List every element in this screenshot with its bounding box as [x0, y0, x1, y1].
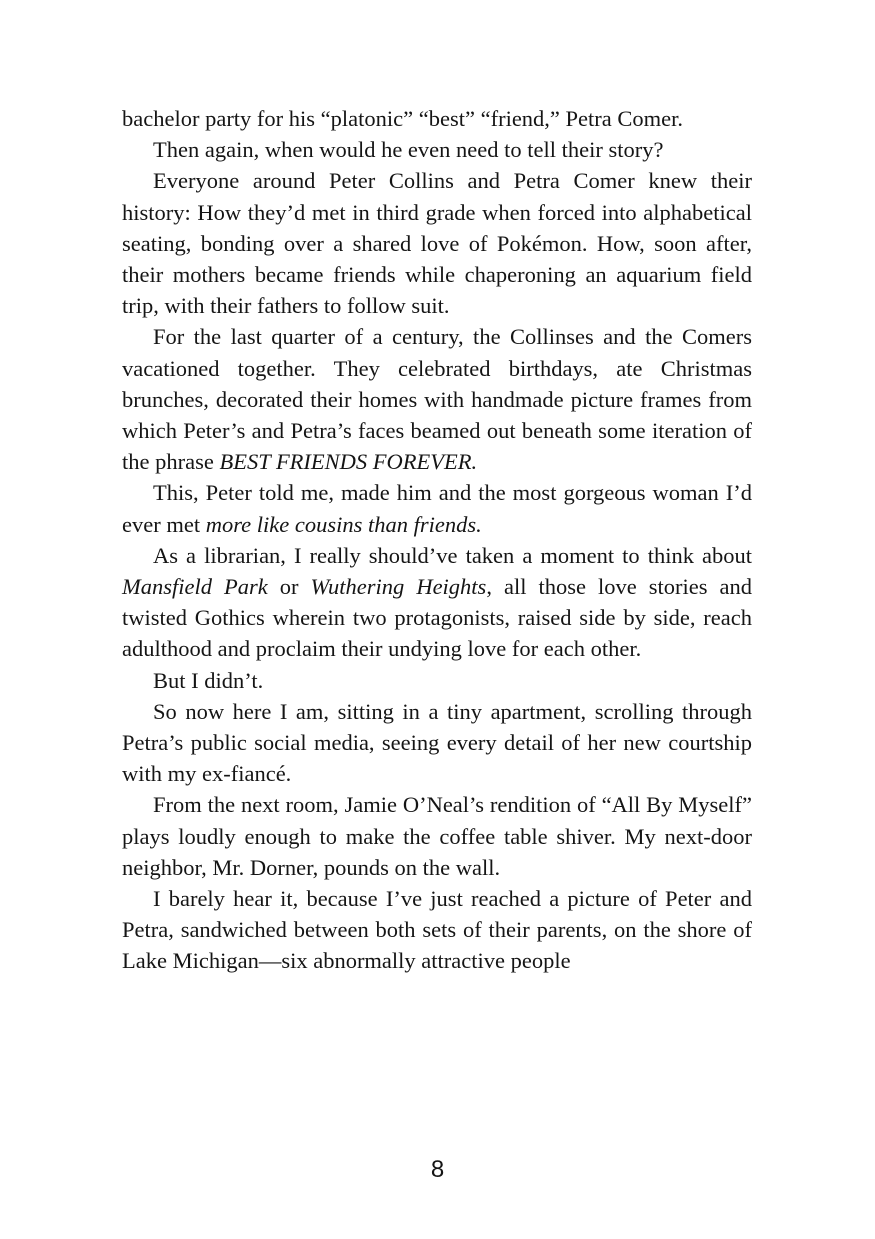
paragraph: [122, 789, 752, 883]
text-run: From the next room, Jamie O’Neal’s rendition of “All By Myself” plays loudly enough to make the coffee table shiver. My next-door neighbor, Mr. Dorner, pounds on the wall.: [122, 792, 752, 880]
text-run: So now here I am, sitting in a tiny apartment, scrolling through Petra’s public social media, seeing every detail of her new courtship with my ex-fiancé.: [122, 698, 752, 787]
text-run: For the last quarter of a century, the Collinses and the Comers vacationed together. They celebrated birthdays, ate Christmas brunches, decorated their homes with handmade picture frames from which Peter’s and Petra’s faces beamed out beneath some iteration of the phrase: [122, 324, 752, 475]
page-text: [122, 103, 752, 977]
paragraph: [122, 103, 752, 134]
text-run: But I didn’t.: [153, 667, 264, 693]
page-number: 8: [430, 1156, 445, 1183]
text-run: Then again, when would he even need to tell their story?: [153, 137, 664, 163]
italic-text-run: more like cousins than friends.: [205, 511, 482, 537]
text-run: , all those love stories and twisted Gothics wherein two protagonists, raised side by side, reach adulthood and proclaim their undying love for each other.: [122, 574, 752, 662]
italic-text-run: Wuthering Heights: [310, 574, 487, 600]
text-run: bachelor party for his “platonic” “best” “friend,” Petra Comer.: [122, 106, 684, 131]
text-run: or: [267, 574, 311, 600]
paragraph: [122, 883, 752, 977]
text-run: As a librarian, I really should’ve taken a moment to think about: [153, 542, 752, 568]
paragraph: [122, 165, 752, 321]
text-run: Everyone around Peter Collins and Petra Comer knew their history: How they’d met in third grade when forced into alphabetical seating, bonding over a shared love of Pokémon. How, soon after, their mothers became friends while chaperoning an aquarium field trip, with their fathers to follow suit.: [122, 168, 752, 319]
paragraph: [122, 696, 752, 790]
paragraph: [122, 477, 752, 539]
paragraph: [122, 540, 752, 665]
italic-text-run: BEST FRIENDS FOREVER.: [219, 449, 478, 475]
paragraph: [122, 665, 752, 696]
paragraph: [122, 321, 752, 477]
paragraph: [122, 134, 752, 165]
italic-text-run: Mansfield Park: [122, 574, 268, 600]
text-run: This, Peter told me, made him and the most gorgeous woman I’d ever met: [122, 480, 752, 537]
text-run: I barely hear it, because I’ve just reached a picture of Peter and Petra, sandwiched between both sets of their parents, on the shore of Lake Michigan—six abnormally attractive people: [122, 886, 752, 974]
